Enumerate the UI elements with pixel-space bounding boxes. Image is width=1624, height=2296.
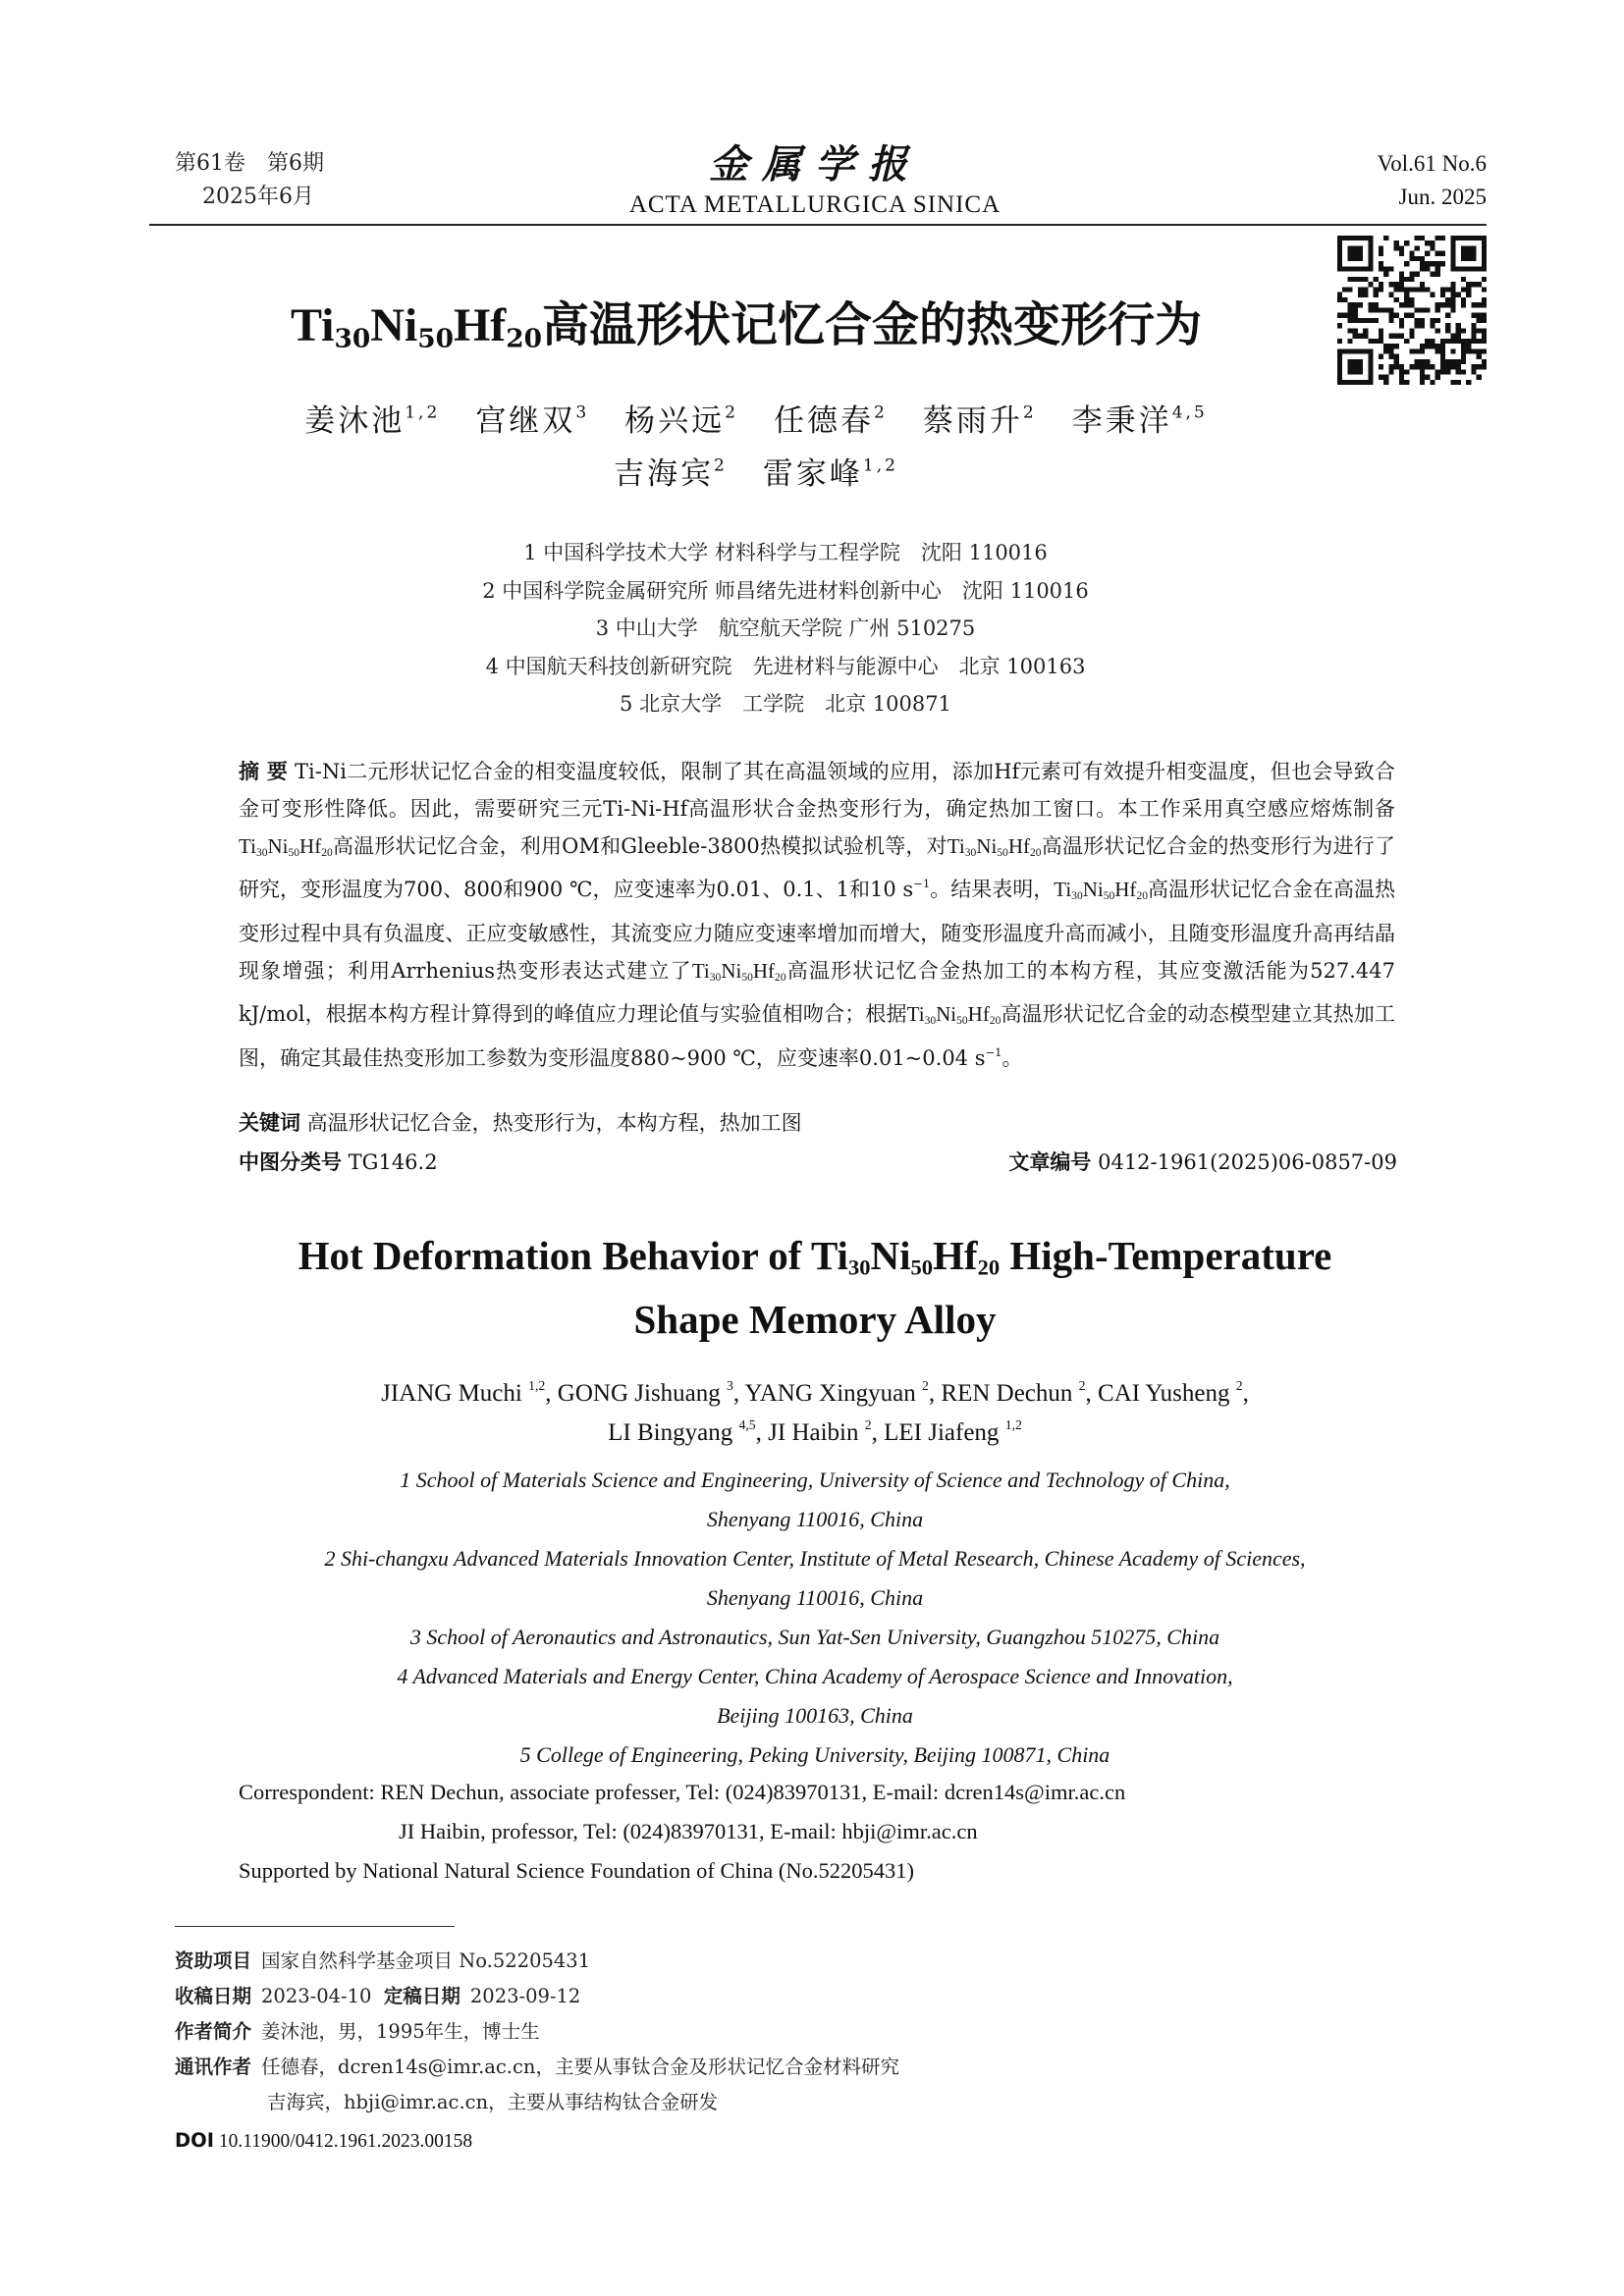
author-en-affiliation-marker: 1,2 bbox=[528, 1378, 546, 1393]
formula-subscript: 20 bbox=[1136, 890, 1148, 903]
author-separator: , bbox=[1242, 1380, 1249, 1407]
title-en-element: Hf bbox=[933, 1233, 978, 1278]
volume-issue-cn: 第61卷 第6期 bbox=[175, 151, 324, 176]
article-number-label: 文章编号 bbox=[1008, 1150, 1092, 1174]
title-en-element: Ni bbox=[870, 1233, 911, 1278]
footnote-funding bbox=[175, 1944, 899, 1979]
footnote-label: 资助项目 bbox=[175, 1949, 252, 1972]
footnote-dates bbox=[175, 1979, 899, 2014]
formula-element: Hf bbox=[752, 958, 776, 983]
unit-exponent: −1 bbox=[985, 1044, 1002, 1059]
formula-subscript: 50 bbox=[288, 846, 300, 859]
funding-line: Supported by National Natural Science Foundation of China (No.52205431) bbox=[239, 1858, 914, 1883]
author-affiliation-marker: 1,2 bbox=[862, 455, 898, 476]
title-en-sub: 30 bbox=[847, 1255, 871, 1280]
formula-element: Ni bbox=[721, 958, 742, 983]
author-affiliation-marker: 4,5 bbox=[1171, 402, 1208, 423]
title-en-sub: 20 bbox=[977, 1255, 1001, 1280]
author-separator: , bbox=[732, 1380, 745, 1407]
formula-element: Ti bbox=[947, 833, 965, 858]
author-name: 姜沐池 bbox=[304, 403, 406, 439]
authors-en-line bbox=[196, 1374, 1434, 1414]
formula-element: Ti bbox=[691, 958, 710, 983]
title-element-ni: Ni bbox=[370, 299, 418, 351]
header-rule bbox=[149, 224, 1487, 226]
qr-code-icon[interactable] bbox=[1337, 236, 1487, 385]
abstract-text: Ti-Ni二元形状记忆合金的相变温度较低，限制了其在高温领域的应用，添加Hf元素可有效提升相变温度，但也会导致合金可变形性降低。因此，需要研究三元Ti-Ni-Hf高温形状合金热变形行为，确定热加工窗口。本工作采用真空感应熔炼制备 bbox=[239, 760, 1395, 821]
author-affiliation-marker: 2 bbox=[725, 402, 738, 423]
date-cn: 2025年6月 bbox=[202, 185, 314, 209]
title-en-line1 bbox=[196, 1230, 1434, 1294]
keywords-label: 关键词 bbox=[239, 1111, 300, 1135]
formula-element: Ni bbox=[1082, 878, 1104, 902]
footnote-text: 吉海宾，hbji@imr.ac.cn，主要从事结构钛合金研发 bbox=[267, 2091, 719, 2113]
alloy-formula bbox=[907, 1002, 1001, 1026]
keywords bbox=[239, 1107, 1395, 1137]
author-en-name: LI Bingyang bbox=[608, 1419, 733, 1446]
formula-element: Hf bbox=[1007, 833, 1030, 858]
author-separator: , bbox=[928, 1380, 942, 1407]
formula-element: Ni bbox=[267, 833, 289, 858]
journal-name-en: ACTA METALLURGICA SINICA bbox=[628, 191, 1001, 218]
formula-element: Ti bbox=[239, 833, 256, 858]
abstract-text: 高温形状记忆合金热加工的本构方程，其应变激活能为527.447 kJ/mol，根据本构方程计算得到的峰值应力理论值与实验值相吻合；根据 bbox=[239, 958, 1395, 1027]
affiliation-cn: 5 北京大学 工学院 北京 100871 bbox=[620, 692, 951, 716]
title-en-sub: 50 bbox=[910, 1255, 934, 1280]
formula-subscript: 20 bbox=[1030, 846, 1042, 859]
keywords-text: 高温形状记忆合金，热变形行为，本构方程，热加工图 bbox=[300, 1111, 802, 1135]
footnote-label: 定稿日期 bbox=[383, 1985, 460, 2007]
footnotes bbox=[175, 1944, 899, 2120]
author-separator: , bbox=[545, 1380, 558, 1407]
author-cn bbox=[614, 456, 728, 492]
doi[interactable] bbox=[175, 2129, 472, 2153]
author-affiliation-marker: 1,2 bbox=[405, 402, 441, 423]
footnote-label: 收稿日期 bbox=[175, 1985, 252, 2007]
footnote-rule bbox=[175, 1926, 455, 1927]
journal-name-cn: 金属学报 bbox=[709, 141, 921, 187]
author-affiliation-marker: 3 bbox=[575, 402, 590, 423]
title-sub-ni: 50 bbox=[417, 323, 454, 354]
abstract-text: 高温形状记忆合金在高温热变形过程中具有负温度、正应变敏感性，其流变应力随应变速率增加而增大，随变形温度升高而减小，且随变形温度升高再结晶现象增强；利用Arrhenius热变形表达式建立了 bbox=[239, 878, 1396, 983]
abstract-text: 。 bbox=[1001, 1046, 1023, 1071]
footnote-text: 任德春，dcren14s@imr.ac.cn，主要从事钛合金及形状记忆合金材料研究 bbox=[261, 2056, 899, 2078]
footnote-corresponding bbox=[175, 2050, 899, 2085]
correspondent-line: JI Haibin, professor, Tel: (024)83970131, E-mail: hbji@imr.ac.cn bbox=[399, 1819, 978, 1843]
authors-cn-line bbox=[196, 448, 1316, 501]
affiliation-en: 5 College of Engineering, Peking University, Beijing 100871, China bbox=[519, 1742, 1110, 1767]
alloy-formula bbox=[239, 834, 333, 858]
formula-subscript: 50 bbox=[997, 846, 1008, 859]
article-number bbox=[1008, 1147, 1397, 1176]
author-en-affiliation-marker: 2 bbox=[1235, 1378, 1243, 1393]
author-en-affiliation-marker: 4,5 bbox=[738, 1417, 756, 1432]
authors-cn-line bbox=[196, 395, 1316, 448]
clc-value: TG146.2 bbox=[342, 1150, 438, 1174]
author-cn bbox=[304, 403, 440, 439]
affiliations-en bbox=[196, 1461, 1434, 1775]
formula-subscript: 30 bbox=[709, 971, 722, 984]
formula-subscript: 30 bbox=[964, 846, 977, 859]
author-separator: , bbox=[755, 1419, 769, 1446]
author-name: 任德春 bbox=[774, 403, 874, 439]
affiliation-en: Shenyang 110016, China bbox=[706, 1507, 924, 1531]
alloy-formula bbox=[692, 959, 786, 983]
doi-label: DOI bbox=[175, 2129, 215, 2152]
author-en-name: JIANG Muchi bbox=[381, 1380, 522, 1407]
correspondence bbox=[239, 1773, 1397, 1891]
author-affiliation-marker: 2 bbox=[714, 455, 728, 476]
unit-exponent: −1 bbox=[913, 877, 931, 891]
author-en-name: REN Dechun bbox=[941, 1380, 1073, 1407]
affiliation-en: 4 Advanced Materials and Energy Center, China Academy of Aerospace Science and Innovation, bbox=[397, 1664, 1233, 1688]
author-en-name: JI Haibin bbox=[768, 1419, 859, 1446]
affiliations-cn bbox=[295, 534, 1276, 723]
affiliation-cn: 2 中国科学院金属研究所 师昌绪先进材料创新中心 沈阳 110016 bbox=[482, 578, 1089, 603]
affiliation-cn: 4 中国航天科技创新研究院 先进材料与能源中心 北京 100163 bbox=[485, 654, 1086, 678]
title-element-hf: Hf bbox=[453, 299, 507, 351]
footnote-text: 2023-04-10 bbox=[261, 1985, 372, 2007]
abstract-text: 。结果表明， bbox=[930, 878, 1055, 902]
formula-subscript: 20 bbox=[321, 846, 333, 859]
formula-element: Hf bbox=[299, 833, 322, 858]
formula-element: Ni bbox=[976, 833, 998, 858]
author-en-name: LEI Jiafeng bbox=[884, 1419, 1000, 1446]
volume-issue-en: Vol.61 No.6 bbox=[1377, 151, 1487, 176]
author-en-affiliation-marker: 2 bbox=[1078, 1378, 1086, 1393]
author-affiliation-marker: 2 bbox=[874, 402, 888, 423]
issue-info-en bbox=[1378, 147, 1487, 214]
formula-element: Hf bbox=[1114, 878, 1137, 902]
author-en-name: YANG Xingyuan bbox=[744, 1380, 916, 1407]
title-en-text: Hot Deformation Behavior of bbox=[298, 1233, 811, 1278]
author-affiliation-marker: 2 bbox=[1022, 402, 1037, 423]
formula-element: Ni bbox=[936, 1002, 957, 1027]
abstract-text: 高温形状记忆合金的热变形行为进行了研究，变形温度为700、800和900 ℃，应变速率为0.01、0.1、1和10 s bbox=[239, 833, 1395, 902]
authors-en-line bbox=[196, 1414, 1434, 1453]
formula-subscript: 30 bbox=[924, 1015, 937, 1028]
author-cn bbox=[763, 456, 898, 492]
formula-subscript: 20 bbox=[989, 1015, 1001, 1028]
alloy-formula bbox=[1054, 878, 1148, 901]
affiliation-en: Beijing 100163, China bbox=[717, 1703, 913, 1728]
journal-masthead bbox=[550, 143, 1080, 222]
title-en-element: Ti bbox=[810, 1233, 848, 1278]
footnote-label: 作者简介 bbox=[175, 2020, 252, 2043]
author-name: 吉海宾 bbox=[614, 456, 715, 492]
footnote-text: 2023-09-12 bbox=[469, 1985, 581, 2007]
formula-subscript: 20 bbox=[775, 971, 786, 984]
author-cn bbox=[774, 403, 888, 439]
formula-subscript: 50 bbox=[956, 1015, 968, 1028]
formula-element: Ti bbox=[1054, 878, 1072, 902]
formula-element: Ti bbox=[906, 1002, 925, 1027]
classification-number bbox=[239, 1147, 438, 1176]
article-number-value: 0412-1961(2025)06-0857-09 bbox=[1091, 1150, 1397, 1174]
footnote-author-bio bbox=[175, 2014, 899, 2050]
title-en-text: High-Temperature bbox=[1000, 1233, 1332, 1278]
alloy-formula bbox=[947, 834, 1042, 858]
author-name: 宫继双 bbox=[475, 403, 576, 439]
formula-element: Hf bbox=[967, 1002, 990, 1027]
author-name: 杨兴远 bbox=[624, 403, 726, 439]
title-element-ti: Ti bbox=[290, 299, 335, 351]
author-cn bbox=[1072, 403, 1208, 439]
authors-cn bbox=[196, 395, 1316, 501]
affiliation-en: 3 School of Aeronautics and Astronautics, Sun Yat-Sen University, Guangzhou 510275, China bbox=[409, 1625, 1220, 1649]
author-en-affiliation-marker: 1,2 bbox=[1004, 1417, 1022, 1432]
author-name: 蔡雨升 bbox=[922, 403, 1023, 439]
author-name: 雷家峰 bbox=[762, 456, 863, 492]
clc-label: 中图分类号 bbox=[239, 1150, 342, 1174]
doi-value: 10.11900/0412.1961.2023.00158 bbox=[214, 2131, 473, 2152]
affiliation-en: Shenyang 110016, China bbox=[706, 1585, 924, 1610]
formula-subscript: 50 bbox=[741, 971, 753, 984]
title-sub-hf: 20 bbox=[506, 323, 542, 354]
author-en-affiliation-marker: 2 bbox=[922, 1378, 929, 1393]
footnote-text: 姜沐池，男，1995年生，博士生 bbox=[261, 2020, 540, 2043]
footnote-corresponding-2 bbox=[175, 2085, 899, 2120]
affiliation-en: 1 School of Materials Science and Engineering, University of Science and Technology of China, bbox=[400, 1468, 1230, 1492]
formula-subscript: 30 bbox=[255, 846, 268, 859]
authors-en bbox=[196, 1374, 1434, 1453]
footnote-label: 通讯作者 bbox=[175, 2056, 252, 2078]
author-en-name: CAI Yusheng bbox=[1098, 1380, 1230, 1407]
affiliation-cn: 1 中国科学技术大学 材料科学与工程学院 沈阳 110016 bbox=[523, 541, 1048, 564]
author-separator: , bbox=[871, 1419, 885, 1446]
affiliation-en: 2 Shi-changxu Advanced Materials Innovation Center, Institute of Metal Research, Chinese Academy of Sciences, bbox=[324, 1546, 1306, 1571]
title-cn bbox=[157, 287, 1335, 354]
title-en bbox=[196, 1230, 1434, 1345]
author-cn bbox=[624, 403, 738, 439]
formula-subscript: 50 bbox=[1103, 890, 1115, 903]
abstract-text: 高温形状记忆合金的动态模型建立其热加工图，确定其最佳热变形加工参数为变形温度880~900 ℃，应变速率0.01~0.04 s bbox=[239, 1002, 1395, 1071]
abstract-label: 摘 要 bbox=[239, 760, 289, 783]
author-en-affiliation-marker: 2 bbox=[864, 1417, 872, 1432]
title-cn-rest: 高温形状记忆合金的热变形行为 bbox=[542, 297, 1203, 352]
abstract-text: 高温形状记忆合金，利用OM和Gleeble-3800热模拟试验机等，对 bbox=[332, 833, 947, 858]
author-en-name: GONG Jishuang bbox=[557, 1380, 721, 1407]
formula-subscript: 30 bbox=[1071, 890, 1083, 903]
title-sub-ti: 30 bbox=[334, 323, 371, 354]
correspondent-line: Correspondent: REN Dechun, associate professer, Tel: (024)83970131, E-mail: dcren14s@imr.ac.cn bbox=[239, 1780, 1126, 1804]
author-cn bbox=[475, 403, 589, 439]
author-name: 李秉洋 bbox=[1071, 403, 1172, 439]
footnote-text: 国家自然科学基金项目 No.52205431 bbox=[261, 1949, 591, 1972]
issue-info bbox=[175, 147, 324, 214]
affiliation-cn: 3 中山大学 航空航天学院 广州 510275 bbox=[595, 616, 976, 640]
date-en: Jun. 2025 bbox=[1398, 185, 1487, 209]
author-separator: , bbox=[1085, 1380, 1099, 1407]
author-cn bbox=[923, 403, 1037, 439]
title-en-line2: Shape Memory Alloy bbox=[633, 1296, 997, 1342]
author-en-affiliation-marker: 3 bbox=[727, 1378, 733, 1393]
abstract bbox=[239, 754, 1395, 1078]
